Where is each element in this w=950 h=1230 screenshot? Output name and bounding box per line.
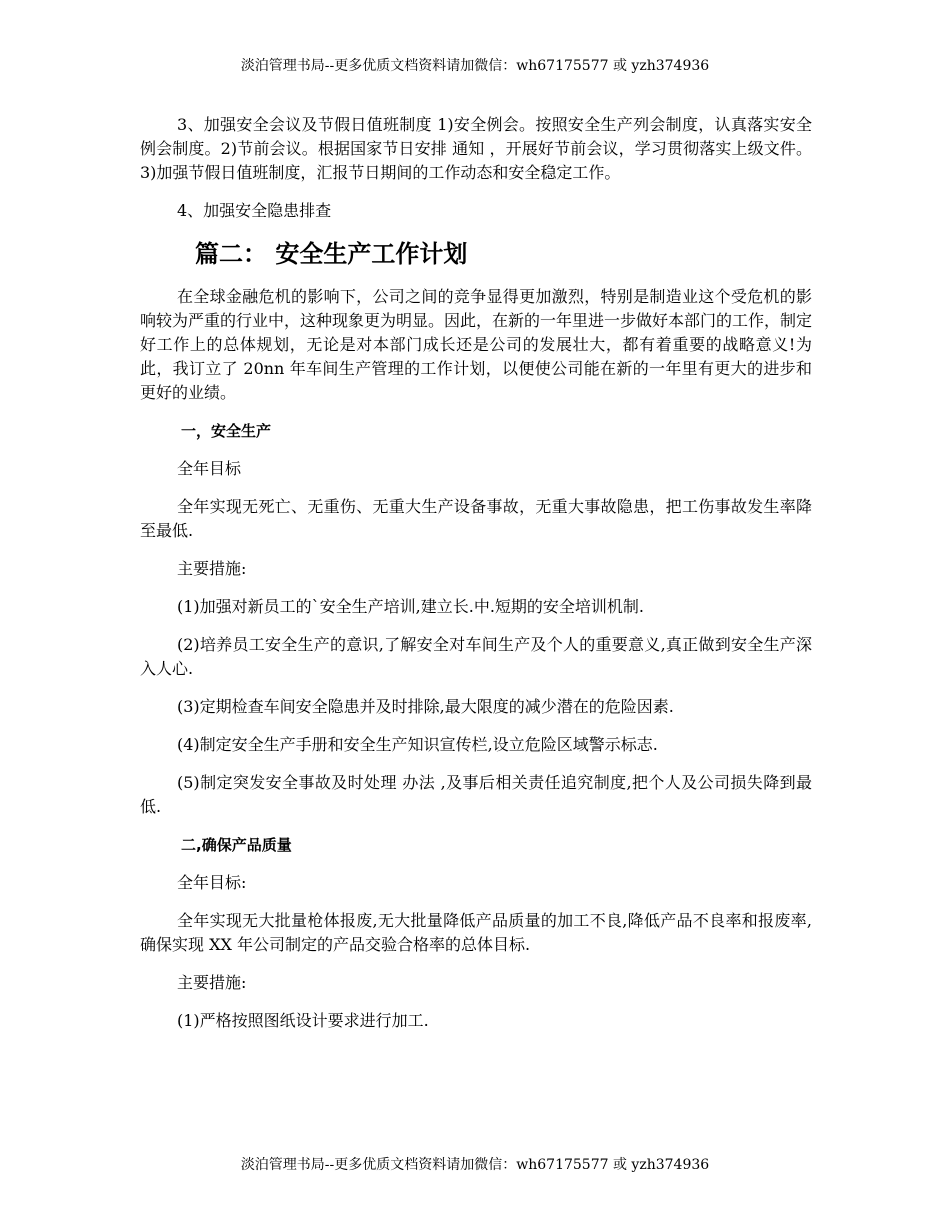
- paragraph-measures-label: 主要措施:: [177, 559, 247, 578]
- paragraph-annual-goal-label: 全年目标: [177, 459, 242, 478]
- page-header: 淡泊管理书局--更多优质文档资料请加微信：wh67175577 或 yzh374936: [240, 58, 710, 74]
- document-body: [140, 113, 812, 1047]
- paragraph-measure-5: (5)制定突发安全事故及时处理 办法 ,及事后相关责任追究制度,把个人及公司损失降到最低.: [140, 773, 812, 816]
- subheading-safety-production: 一，安全生产: [181, 422, 272, 440]
- paragraph-safety-meetings: 3、加强安全会议及节假日值班制度 1)安全例会。按照安全生产列会制度，认真落实安全例会制度。2)节前会议。根据国家节日安排 通知 ，开展好节前会议，学习贯彻落实上级文件。3)加强节假日值班制度，汇报节日期间的工作动态和安全稳定工作。: [140, 115, 812, 182]
- subheading-product-quality: 二,确保产品质量: [181, 836, 292, 854]
- page-footer: 淡泊管理书局--更多优质文档资料请加微信：wh67175577 或 yzh374936: [240, 1157, 710, 1173]
- paragraph-quality-measure-1: (1)严格按照图纸设计要求进行加工.: [177, 1011, 429, 1030]
- section-title: 篇二： 安全生产工作计划: [195, 240, 468, 268]
- paragraph-quality-measures-label: 主要措施:: [177, 973, 247, 992]
- paragraph-measure-1: (1)加强对新员工的`安全生产培训,建立长.中.短期的安全培训机制.: [177, 597, 645, 616]
- paragraph-intro: 在全球金融危机的影响下，公司之间的竞争显得更加激烈，特别是制造业这个受危机的影响较为严重的行业中，这种现象更为明显。因此，在新的一年里进一步做好本部门的工作，制定好工作上的总体规划，无论是对本部门成长还是公司的发展壮大，都有着重要的战略意义!为此，我订立了 20nn 年车间生产管理的工作计划，以便使公司能在新的一年里有更大的进步和更好的业绩。: [140, 287, 813, 402]
- paragraph-measure-2: (2)培养员工安全生产的意识,了解安全对车间生产及个人的重要意义,真正做到安全生产深入人心.: [140, 635, 812, 678]
- paragraph-measure-4: (4)制定安全生产手册和安全生产知识宣传栏,设立危险区域警示标志.: [177, 735, 658, 754]
- paragraph-quality-goal: 全年实现无大批量枪体报废,无大批量降低产品质量的加工不良,降低产品不良率和报废率,确保实现 XX 年公司制定的产品交验合格率的总体目标.: [140, 911, 812, 954]
- paragraph-annual-goal: 全年实现无死亡、无重伤、无重大生产设备事故，无重大事故隐患，把工伤事故发生率降至最低.: [140, 497, 812, 540]
- paragraph-measure-3: (3)定期检查车间安全隐患并及时排除,最大限度的减少潜在的危险因素.: [177, 697, 674, 716]
- paragraph-hazard-inspection: 4、加强安全隐患排查: [177, 201, 332, 220]
- paragraph-quality-goal-label: 全年目标:: [177, 873, 247, 892]
